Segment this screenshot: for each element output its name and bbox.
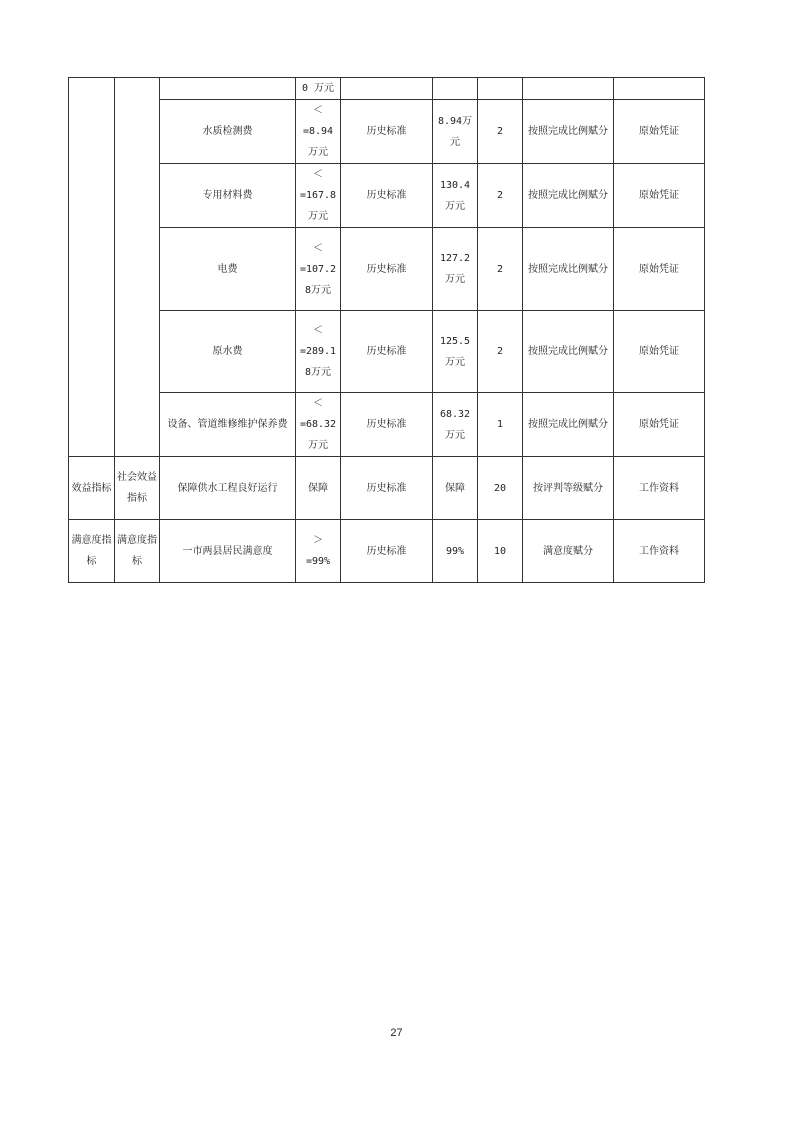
item-cell xyxy=(160,78,296,100)
standard-cell: 历史标准 xyxy=(341,228,433,311)
score-cell: 1 xyxy=(478,393,523,457)
standard-cell: 历史标准 xyxy=(341,311,433,393)
index-operator: ＜ xyxy=(313,242,323,254)
score-cell xyxy=(478,78,523,100)
item-cell: 设备、管道维修维护保养费 xyxy=(160,393,296,457)
actual-cell: 68.32万元 xyxy=(433,393,478,457)
method-cell: 按照完成比例赋分 xyxy=(523,100,614,164)
method-cell: 满意度赋分 xyxy=(523,520,614,583)
method-cell: 按评判等级赋分 xyxy=(523,457,614,520)
index-cell: 保障 xyxy=(296,457,341,520)
item-cell: 电费 xyxy=(160,228,296,311)
score-cell: 10 xyxy=(478,520,523,583)
standard-cell: 历史标准 xyxy=(341,164,433,228)
actual-cell: 8.94万元 xyxy=(433,100,478,164)
index-cell xyxy=(296,393,341,457)
method-cell: 按照完成比例赋分 xyxy=(523,311,614,393)
actual-cell: 99% xyxy=(433,520,478,583)
index-value: =8.94万元 xyxy=(302,126,334,158)
index-operator: ＞ xyxy=(313,535,323,546)
index-value: =289.18万元 xyxy=(299,346,337,378)
performance-table xyxy=(68,77,705,583)
index-operator: ＜ xyxy=(313,325,323,336)
score-cell: 2 xyxy=(478,228,523,311)
index-cell xyxy=(296,311,341,393)
table-row xyxy=(69,311,705,393)
source-cell: 原始凭证 xyxy=(614,228,705,311)
source-cell: 原始凭证 xyxy=(614,311,705,393)
cat2-cell xyxy=(115,78,160,457)
item-cell: 一市两县居民满意度 xyxy=(160,520,296,583)
index-cell xyxy=(296,100,341,164)
index-cell: 0 万元 xyxy=(296,78,341,100)
standard-cell: 历史标准 xyxy=(341,457,433,520)
actual-cell: 125.5万元 xyxy=(433,311,478,393)
source-cell: 工作资料 xyxy=(614,520,705,583)
score-cell: 20 xyxy=(478,457,523,520)
index-cell xyxy=(296,520,341,583)
actual-cell: 保障 xyxy=(433,457,478,520)
source-cell: 原始凭证 xyxy=(614,393,705,457)
index-cell xyxy=(296,164,341,228)
method-cell xyxy=(523,78,614,100)
score-cell: 2 xyxy=(478,100,523,164)
index-operator: ＜ xyxy=(313,105,323,116)
item-cell: 水质检测费 xyxy=(160,100,296,164)
table-row xyxy=(69,520,705,583)
table-row xyxy=(69,78,705,100)
table-row xyxy=(69,164,705,228)
table-row xyxy=(69,393,705,457)
source-cell: 工作资料 xyxy=(614,457,705,520)
cat2-cell: 满意度指标 xyxy=(115,520,160,583)
score-cell: 2 xyxy=(478,164,523,228)
table-row xyxy=(69,228,705,311)
standard-cell xyxy=(341,78,433,100)
item-cell: 原水费 xyxy=(160,311,296,393)
actual-cell: 130.4万元 xyxy=(433,164,478,228)
standard-cell: 历史标准 xyxy=(341,520,433,583)
item-cell: 保障供水工程良好运行 xyxy=(160,457,296,520)
index-value: =68.32万元 xyxy=(299,419,337,451)
method-cell: 按照完成比例赋分 xyxy=(523,393,614,457)
standard-cell: 历史标准 xyxy=(341,393,433,457)
table-row xyxy=(69,457,705,520)
cat1-cell: 满意度指标 xyxy=(69,520,115,583)
table-row xyxy=(69,100,705,164)
cat1-cell: 效益指标 xyxy=(69,457,115,520)
page-number: 27 xyxy=(390,1027,403,1039)
index-cell xyxy=(296,228,341,311)
cat2-cell: 社会效益指标 xyxy=(115,457,160,520)
index-value: =99% xyxy=(305,556,331,567)
index-value: =107.28万元 xyxy=(299,263,337,296)
source-cell xyxy=(614,78,705,100)
actual-cell xyxy=(433,78,478,100)
cat1-cell xyxy=(69,78,115,457)
standard-cell: 历史标准 xyxy=(341,100,433,164)
source-cell: 原始凭证 xyxy=(614,100,705,164)
method-cell: 按照完成比例赋分 xyxy=(523,164,614,228)
score-cell: 2 xyxy=(478,311,523,393)
method-cell: 按照完成比例赋分 xyxy=(523,228,614,311)
index-operator: ＜ xyxy=(313,398,323,409)
index-value: =167.8万元 xyxy=(299,190,337,222)
item-cell: 专用材料费 xyxy=(160,164,296,228)
actual-cell: 127.2万元 xyxy=(433,228,478,311)
source-cell: 原始凭证 xyxy=(614,164,705,228)
index-operator: ＜ xyxy=(313,169,323,180)
